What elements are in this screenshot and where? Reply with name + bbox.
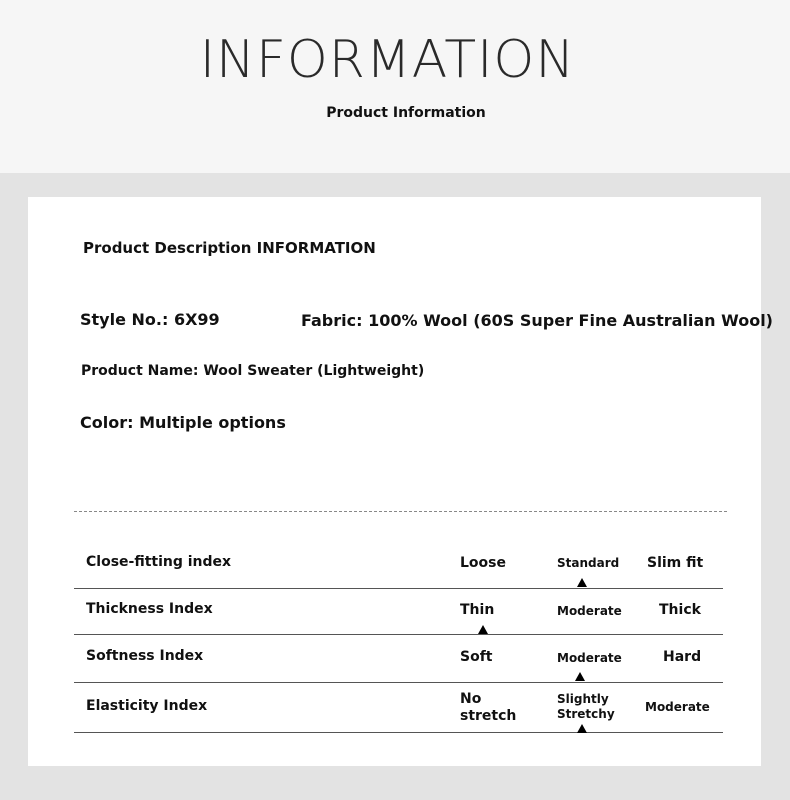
index-option: Moderate [645, 700, 710, 714]
index-option: Soft [460, 649, 493, 665]
selected-marker-icon [577, 724, 587, 733]
page-title: INFORMATION [199, 30, 576, 90]
index-row-elasticity [74, 682, 723, 733]
section-divider [74, 511, 727, 512]
index-row-softness [74, 634, 723, 683]
index-label: Elasticity Index [86, 698, 208, 714]
page-subtitle: Product Information [326, 105, 486, 121]
index-option: Moderate [557, 651, 622, 665]
index-label: Thickness Index [86, 601, 213, 617]
description-title: Product Description INFORMATION [83, 239, 376, 257]
color-info: Color: Multiple options [80, 413, 286, 432]
product-name: Product Name: Wool Sweater (Lightweight) [81, 363, 425, 379]
index-option: Hard [663, 649, 702, 665]
index-option: Slim fit [647, 555, 704, 571]
index-option: Slightly Stretchy [557, 692, 615, 721]
index-label: Close-fitting index [86, 554, 232, 570]
selected-marker-icon [577, 578, 587, 587]
selected-marker-icon [575, 672, 585, 681]
index-label: Softness Index [86, 648, 204, 664]
index-option: Standard [557, 556, 620, 570]
index-option: Moderate [557, 604, 622, 618]
index-option: Thin [460, 602, 495, 618]
index-row-close-fitting [74, 541, 723, 589]
style-number: Style No.: 6X99 [80, 310, 220, 329]
fabric-info: Fabric: 100% Wool (60S Super Fine Australian Wool) [301, 311, 773, 330]
index-option: Thick [659, 602, 701, 618]
selected-marker-icon [478, 625, 488, 634]
header-banner [0, 0, 790, 173]
index-option: No stretch [460, 691, 517, 724]
product-info-card [28, 197, 773, 766]
index-row-thickness [74, 588, 723, 635]
index-option: Loose [460, 555, 506, 571]
